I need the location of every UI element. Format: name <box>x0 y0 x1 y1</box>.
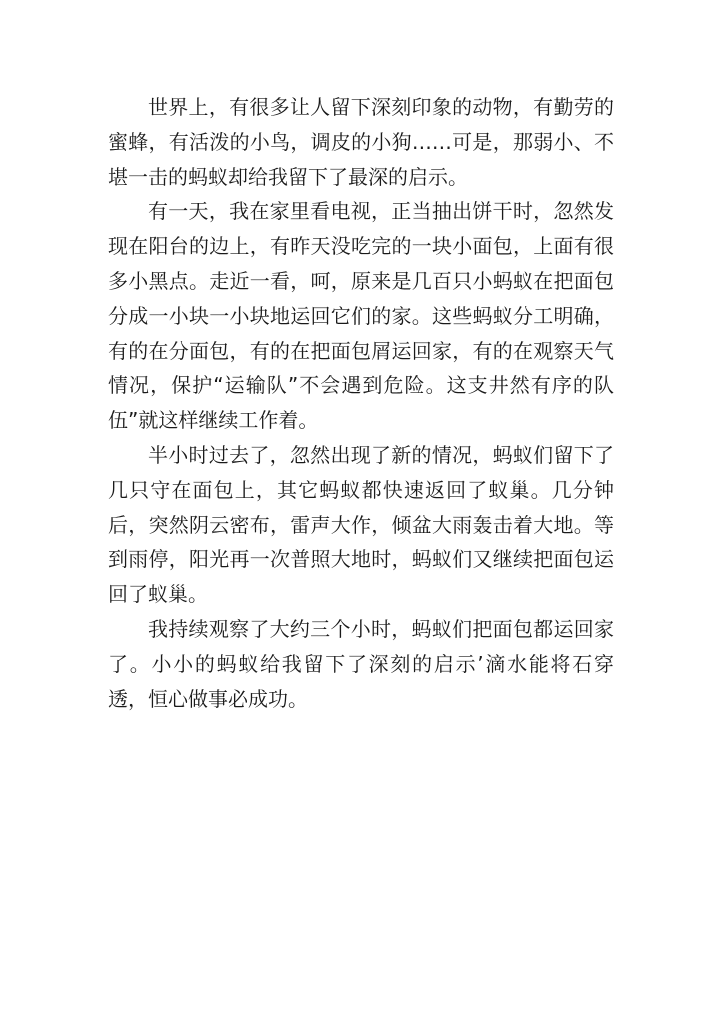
paragraph-2: 有一天，我在家里看电视，正当抽出饼干时，忽然发现在阳台的边上，有昨天没吃完的一块小面包，上面有很多小黑点。走近一看，呵，原来是几百只小蚂蚁在把面包分成一小块一小块地运回它们的家。这些蚂蚁分工明确，有的在分面包，有的在把面包屑运回家，有的在观察天气情况，保护“运输队”不会遇到危险。这支井然有序的队伍”就这样继续工作着。 <box>108 199 614 433</box>
paragraph-4: 我持续观察了大约三个小时，蚂蚁们把面包都运回家了。小小的蚂蚁给我留下了深刻的启示’滴水能将石穿透，恒心做事必成功。 <box>108 616 614 711</box>
paragraph-1: 世界上，有很多让人留下深刻印象的动物，有勤劳的蜜蜂，有活泼的小鸟，调皮的小狗……可是，那弱小、不堪一击的蚂蚁却给我留下了最深的启示。 <box>108 95 614 189</box>
article-body <box>108 90 614 716</box>
paragraph-3: 半小时过去了，忽然出现了新的情况，蚂蚁们留下了几只守在面包上，其它蚂蚁都快速返回了蚁巢。几分钟后，突然阴云密布，雷声大作，倾盆大雨轰击着大地。等到雨停，阳光再一次普照大地时，蚂蚁们又继续把面包运回了蚁巢。 <box>108 442 614 607</box>
